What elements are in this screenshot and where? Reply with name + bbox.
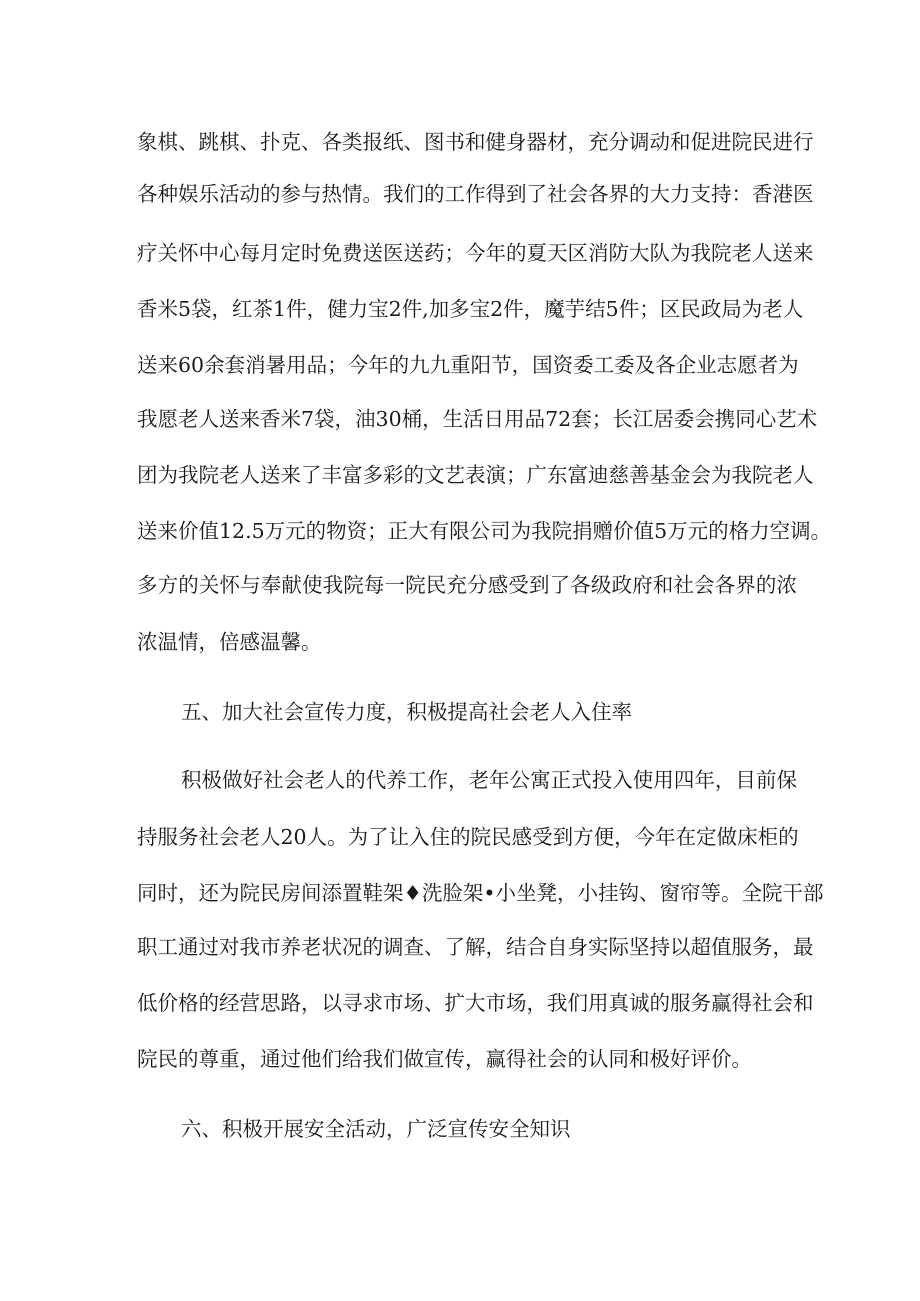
paragraph-line: 浓温情，倍感温馨。 [137, 630, 322, 654]
paragraph-line: 积极做好社会老人的代养工作，老年公寓正式投入使用四年，目前保 [181, 768, 797, 792]
paragraph-line: 多方的关怀与奉献使我院每一院民充分感受到了各级政府和社会各界的浓 [137, 573, 797, 597]
section-heading: 五、加大社会宣传力度，积极提高社会老人入住率 [181, 700, 632, 724]
paragraph-line: 象棋、跳棋、扑克、各类报纸、图书和健身器材，充分调动和促进院民进行 [137, 130, 814, 154]
paragraph-line: 同时，还为院民房间添置鞋架♦洗脸架•小坐凳，小挂钩、窗帘等。全院干部 [137, 881, 824, 905]
paragraph-line: 送来价值12.5万元的物资；正大有限公司为我院捐赠价值5万元的格力空调。 [137, 519, 832, 543]
paragraph-line: 院民的尊重，通过他们给我们做宣传，赢得社会的认同和极好评价。 [137, 1047, 752, 1071]
section-heading: 六、积极开展安全活动，广泛宣传安全知识 [181, 1117, 571, 1141]
paragraph-line: 各种娱乐活动的参与热情。我们的工作得到了社会各界的大力支持：香港医 [137, 182, 814, 206]
paragraph-line: 持服务社会老人20人。为了让入住的院民感受到方便，今年在定做床柜的 [137, 825, 799, 849]
paragraph-line: 职工通过对我市养老状况的调查、了解，结合自身实际坚持以超值服务，最 [137, 935, 814, 959]
paragraph-line: 团为我院老人送来了丰富多彩的文艺表演；广东富迪慈善基金会为我院老人 [137, 463, 814, 487]
paragraph-line: 低价格的经营思路，以寻求市场、扩大市场，我们用真诚的服务赢得社会和 [137, 991, 814, 1015]
paragraph-line: 我愿老人送来香米7袋，油30桶，生活日用品72套；长江居委会携同心艺术 [137, 407, 818, 431]
paragraph-line: 送来60余套消暑用品；今年的九九重阳节，国资委工委及各企业志愿者为 [137, 353, 799, 377]
paragraph-line: 疗关怀中心每月定时免费送医送药；今年的夏天区消防大队为我院老人送来 [137, 241, 814, 265]
paragraph-line: 香米5袋，红茶1件，健力宝2件,加多宝2件，魔芋结5件；区民政局为老人 [137, 297, 804, 321]
